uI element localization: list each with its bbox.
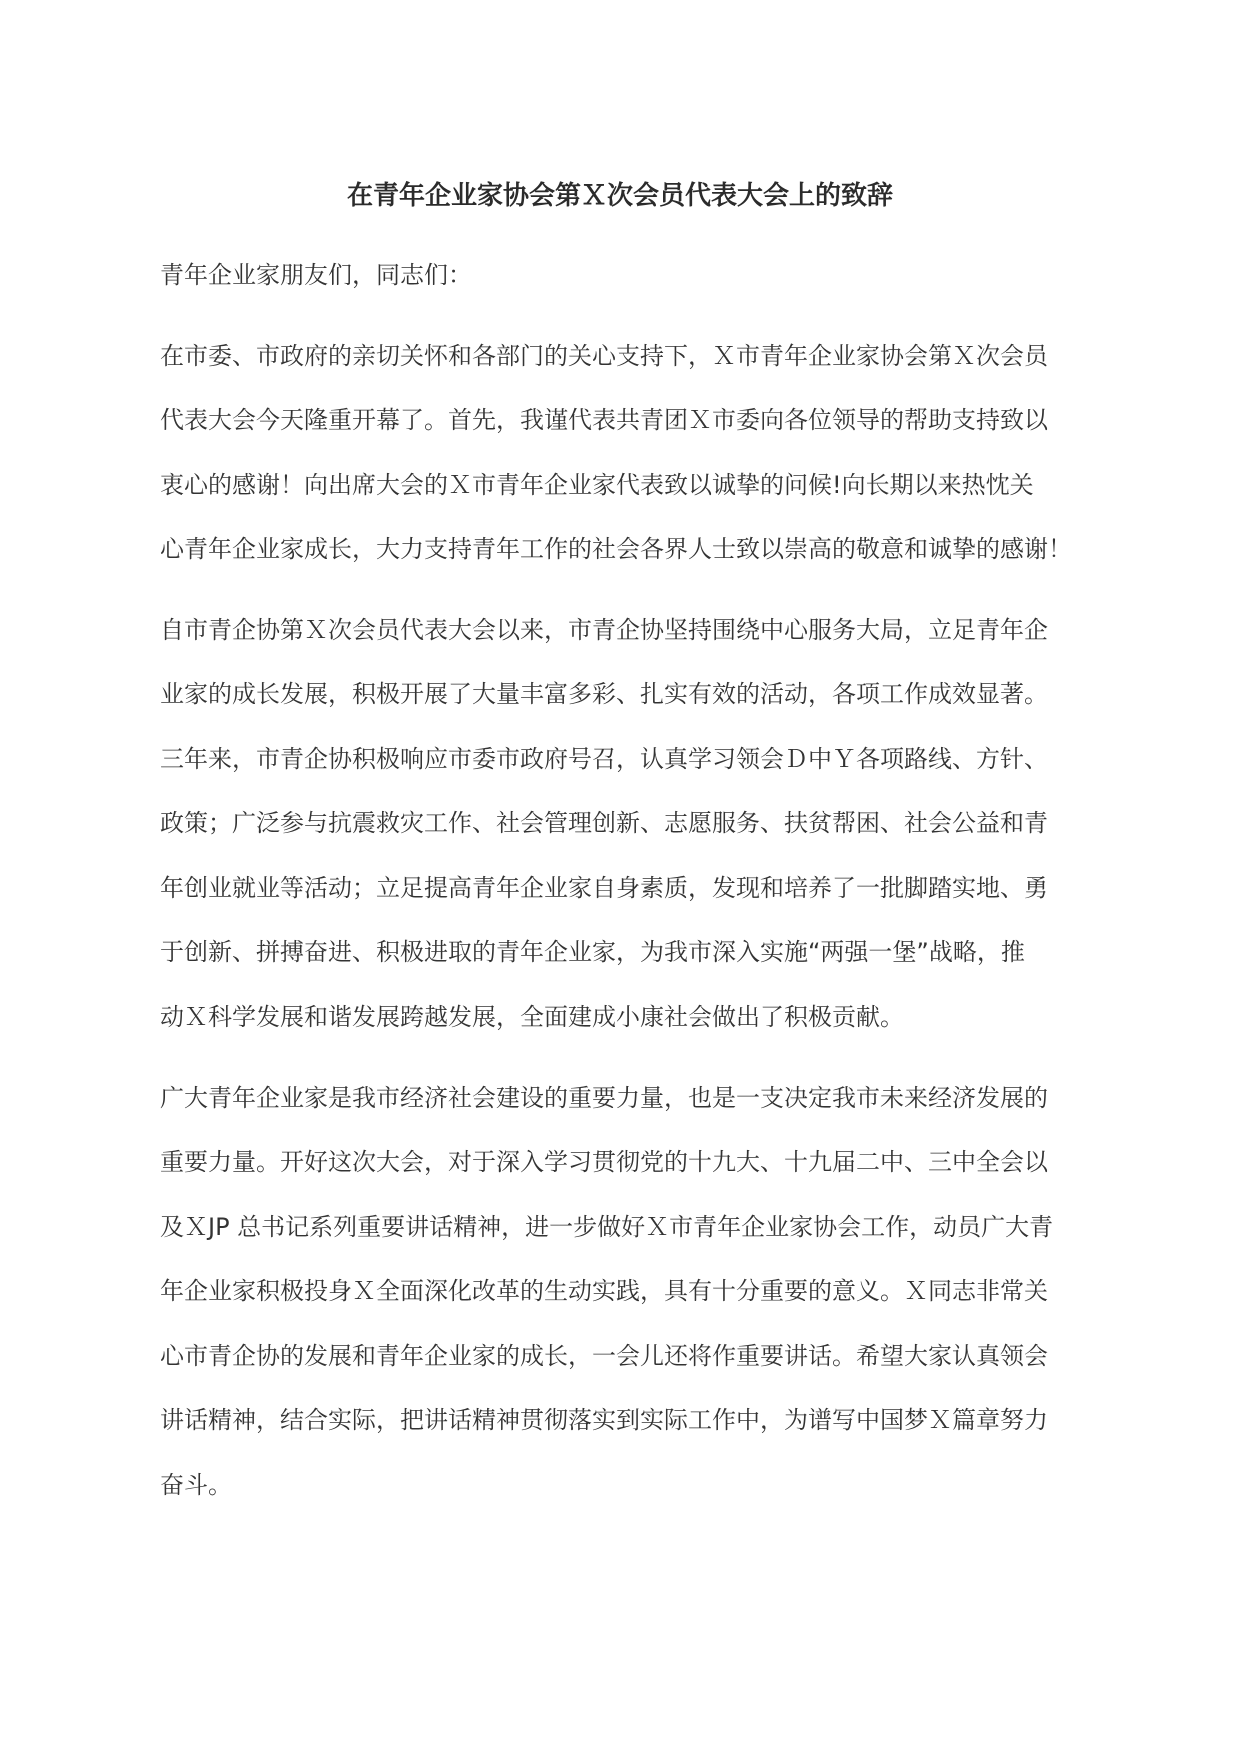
paragraph-3-line: 心市青企协的发展和青年企业家的成长，一会儿还将作重要讲话。希望大家认真领会 [160, 1342, 1048, 1370]
paragraph-1-line: 心青年企业家成长，大力支持青年工作的社会各界人士致以崇高的敬意和诚挚的感谢！ [160, 535, 1072, 563]
paragraph-1-line: 衷心的感谢！向出席大会的Ｘ市青年企业家代表致以诚挚的问候!向长期以来热忱关 [160, 471, 1034, 499]
paragraph-3-line: 广大青年企业家是我市经济社会建设的重要力量，也是一支决定我市未来经济发展的 [160, 1084, 1048, 1112]
paragraph-2-line: 自市青企协第Ｘ次会员代表大会以来，市青企协坚持围绕中心服务大局，立足青年企 [160, 616, 1048, 644]
paragraph-3-line: 年企业家积极投身Ｘ全面深化改革的生动实践，具有十分重要的意义。Ｘ同志非常关 [160, 1277, 1048, 1305]
paragraph-1-line: 代表大会今天隆重开幕了。首先，我谨代表共青团Ｘ市委向各位领导的帮助支持致以 [160, 406, 1048, 434]
paragraph-2-line: 年创业就业等活动；立足提高青年企业家自身素质，发现和培养了一批脚踏实地、勇 [160, 874, 1048, 902]
paragraph-2-line: 动Ｘ科学发展和谐发展跨越发展，全面建成小康社会做出了积极贡献。 [160, 1003, 904, 1031]
paragraph-2-line: 于创新、拼搏奋进、积极进取的青年企业家，为我市深入实施“两强一堡”战略，推 [160, 938, 1025, 966]
salutation: 青年企业家朋友们，同志们： [160, 261, 472, 289]
paragraph-3-line: 奋斗。 [160, 1471, 232, 1499]
paragraph-2-line: 业家的成长发展，积极开展了大量丰富多彩、扎实有效的活动，各项工作成效显著。 [160, 680, 1048, 708]
paragraph-2-line: 三年来，市青企协积极响应市委市政府号召，认真学习领会Ｄ中Ｙ各项路线、方针、 [160, 745, 1048, 773]
paragraph-3-line: 重要力量。开好这次大会，对于深入学习贯彻党的十九大、十九届二中、三中全会以 [160, 1148, 1048, 1176]
paragraph-3-line: 及ＸJP 总书记系列重要讲话精神，进一步做好Ｘ市青年企业家协会工作，动员广大青 [160, 1213, 1054, 1241]
document-title: 在青年企业家协会第Ｘ次会员代表大会上的致辞 [346, 181, 893, 211]
paragraph-1-line: 在市委、市政府的亲切关怀和各部门的关心支持下，Ｘ市青年企业家协会第Ｘ次会员 [160, 342, 1048, 370]
paragraph-3-line: 讲话精神，结合实际，把讲话精神贯彻落实到实际工作中，为谱写中国梦Ｘ篇章努力 [160, 1406, 1048, 1434]
paragraph-2-line: 政策；广泛参与抗震救灾工作、社会管理创新、志愿服务、扶贫帮困、社会公益和青 [160, 809, 1048, 837]
